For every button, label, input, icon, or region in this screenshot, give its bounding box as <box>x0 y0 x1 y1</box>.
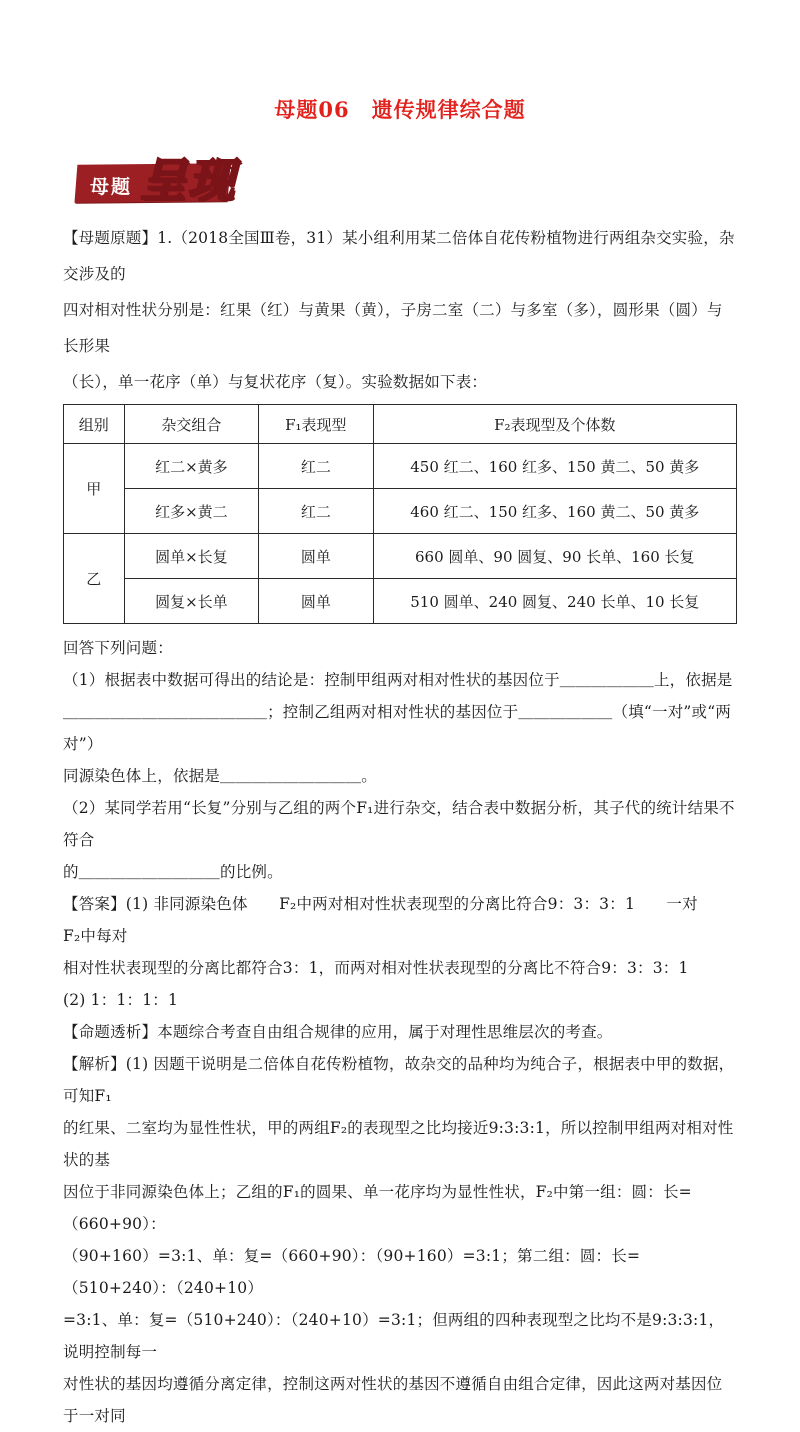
cross-cell: 红二×黄多 <box>124 444 259 489</box>
insight-line: 【命题透析】本题综合考查自由组合规律的应用，属于对理性思维层次的考查。 <box>63 1023 613 1041</box>
intro-line: 【母题原题】1.（2018全国Ⅲ卷，31）某小组利用某二倍体自花传粉植物进行两组杂交实验，杂交涉及的 <box>63 229 735 283</box>
question-1-line: 同源染色体上，依据是＿＿＿＿＿＿＿＿＿。 <box>63 767 378 785</box>
header-f2-phenotype: F₂表现型及个体数 <box>373 405 736 444</box>
cross-cell: 红多×黄二 <box>124 489 259 534</box>
cross-cell: 圆单×长复 <box>124 534 259 579</box>
f2-cell: 660 圆单、90 圆复、90 长单、160 长复 <box>373 534 736 579</box>
f1-cell: 红二 <box>259 444 373 489</box>
answer-line: (2) 1：1：1：1 <box>63 991 179 1009</box>
question-1-line: （1）根据表中数据可得出的结论是：控制甲组两对相对性状的基因位于＿＿＿＿＿＿上，依据是 <box>63 671 733 689</box>
document-content <box>0 220 800 1432</box>
explanation-line: =3:1、单：复=（510+240）：（240+10）=3:1；但两组的四种表现型之比均不是9:3:3:1，说明控制每一 <box>63 1311 725 1361</box>
table-header-row <box>64 405 737 444</box>
intro-line: 四对相对性状分别是：红果（红）与黄果（黄），子房二室（二）与多室（多），圆形果（圆）与长形果 <box>63 301 723 355</box>
table-row <box>64 444 737 489</box>
intro-line: （长），单一花序（单）与复状花序（复）。实验数据如下表： <box>63 373 488 391</box>
table-row <box>64 579 737 624</box>
questions-prompt: 回答下列问题： <box>63 639 173 657</box>
banner-label-large: 呈现 <box>140 153 236 207</box>
answer-section <box>63 888 737 1016</box>
page-title: 母题06 遗传规律综合题 <box>274 97 526 122</box>
document-page <box>0 94 800 1425</box>
insight-section <box>63 1016 737 1048</box>
explanation-section <box>63 1048 737 1432</box>
f1-cell: 圆单 <box>259 579 373 624</box>
header-f1-phenotype: F₁表现型 <box>259 405 373 444</box>
explanation-line: 因位于非同源染色体上；乙组的F₁的圆果、单一花序均为显性性状，F₂中第一组：圆：长=（660+90）： <box>63 1183 692 1233</box>
question-2-line: 的＿＿＿＿＿＿＿＿＿的比例。 <box>63 863 283 881</box>
problem-statement <box>63 220 737 400</box>
f1-cell: 红二 <box>259 489 373 534</box>
header-group: 组别 <box>64 405 125 444</box>
questions-section <box>63 632 737 888</box>
f2-cell: 450 红二、160 红多、150 黄二、50 黄多 <box>373 444 736 489</box>
answer-line: 【答案】(1) 非同源染色体 F₂中两对相对性状表现型的分离比符合9：3：3：1 一对 F₂中每对 <box>63 895 730 945</box>
group-cell-yi: 乙 <box>64 534 125 624</box>
explanation-line: 【解析】(1) 因题干说明是二倍体自花传粉植物，故杂交的品种均为纯合子，根据表中甲的数据，可知F₁ <box>63 1055 735 1105</box>
explanation-line: （90+160）=3:1、单：复=（660+90）：（90+160）=3:1；第二组：圆：长=（510+240）：（240+10） <box>63 1247 641 1297</box>
group-cell-jia: 甲 <box>64 444 125 534</box>
answer-line: 相对性状表现型的分离比都符合3：1，而两对相对性状表现型的分离比不符合9：3：3：1 <box>63 959 689 977</box>
question-2-line: （2）某同学若用“长复”分别与乙组的两个F₁进行杂交，结合表中数据分析，其子代的统计结果不符合 <box>63 799 735 849</box>
f1-cell: 圆单 <box>259 534 373 579</box>
f2-cell: 460 红二、150 红多、160 黄二、50 黄多 <box>373 489 736 534</box>
cross-cell: 圆复×长单 <box>124 579 259 624</box>
f2-cell: 510 圆单、240 圆复、240 长单、10 长复 <box>373 579 736 624</box>
topic-banner <box>66 150 266 206</box>
table-row <box>64 534 737 579</box>
question-1-line: ＿＿＿＿＿＿＿＿＿＿＿＿＿；控制乙组两对相对性状的基因位于＿＿＿＿＿＿（填“一对”或“两对”） <box>63 703 732 753</box>
table-row <box>64 489 737 534</box>
explanation-line: 对性状的基因均遵循分离定律，控制这两对性状的基因不遵循自由组合定律，因此这两对基因位于一对同 <box>63 1375 723 1425</box>
explanation-line: 的红果、二室均为显性性状，甲的两组F₂的表现型之比均接近9:3:3:1，所以控制甲组两对相对性状的基 <box>63 1119 734 1169</box>
header-cross: 杂交组合 <box>124 405 259 444</box>
experiment-data-table <box>63 404 737 624</box>
banner-label-small: 母题 <box>90 176 133 198</box>
